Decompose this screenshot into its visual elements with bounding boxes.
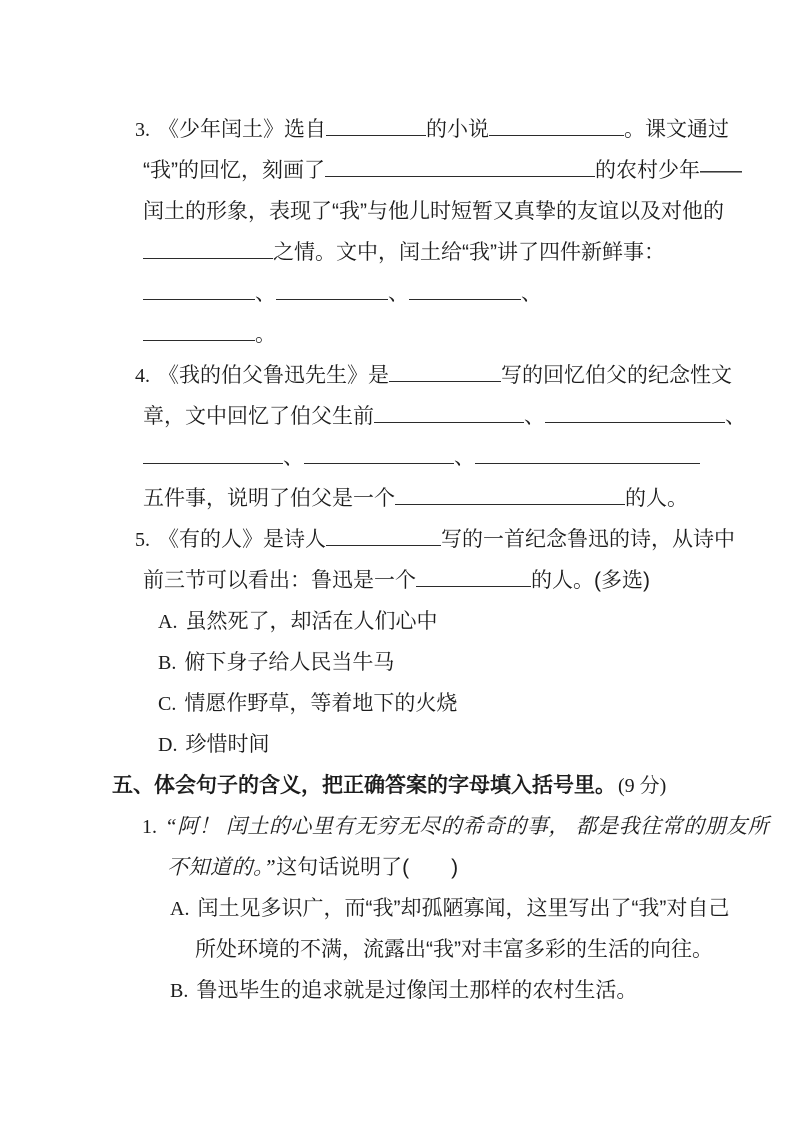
- text-run: 这句话说明了( ): [276, 856, 459, 879]
- text-run: 《有的人》是诗人: [158, 528, 326, 551]
- item-marker: C.: [158, 693, 177, 715]
- item-marker: D.: [158, 734, 178, 756]
- fill-in-blank: [409, 279, 521, 300]
- text-run: 五件事，说明了伯父是一个: [143, 487, 395, 510]
- text-run: 、: [255, 282, 276, 305]
- item-marker: B.: [170, 980, 189, 1002]
- text-run: 写的一首纪念鲁迅的诗，从诗中: [441, 528, 735, 551]
- fill-in-blank: [395, 484, 625, 505]
- text-run: 前三节可以看出：鲁迅是一个: [143, 569, 416, 592]
- question-3-line-4: [143, 232, 793, 273]
- fill-in-blank: [416, 566, 531, 587]
- text-run: 、: [521, 282, 542, 305]
- text-run: 的人。: [625, 487, 688, 510]
- item-marker: A.: [170, 898, 190, 920]
- question-3-line-1: [135, 109, 793, 150]
- worksheet-body: [0, 109, 793, 1011]
- section5-q1-option-a-line-2: [195, 929, 793, 970]
- text-run: 、: [524, 405, 545, 428]
- text-run: 的小说: [426, 118, 489, 141]
- text-run: 鲁迅毕生的追求就是过像闰土那样的农村生活。: [196, 979, 638, 1002]
- text-run: 《我的伯父鲁迅先生》是: [158, 364, 389, 387]
- text-run: 所处环境的不满，流露出“我”对丰富多彩的生活的向往。: [195, 938, 713, 961]
- question-3-line-6: [143, 314, 793, 355]
- fill-in-blank: [489, 115, 624, 136]
- question-5-option-b: [158, 642, 793, 683]
- text-run: 的人。(多选): [531, 569, 650, 592]
- fill-in-blank: [276, 279, 388, 300]
- item-marker: 1.: [142, 816, 157, 838]
- item-marker: A.: [158, 611, 178, 633]
- question-5-option-a: [158, 601, 793, 642]
- text-run: 。课文通过: [624, 118, 729, 141]
- fill-in-blank: [374, 402, 524, 423]
- text-run: “阿！ 闰土的心里有无穷无尽的希奇的事， 都是我往常的朋友所: [165, 814, 770, 838]
- text-run: 五、体会句子的含义，把正确答案的字母填入括号里。: [112, 774, 616, 797]
- item-marker: 5.: [135, 529, 150, 551]
- item-marker: B.: [158, 652, 177, 674]
- question-4-line-2: [143, 396, 793, 437]
- fill-in-blank: [326, 525, 441, 546]
- text-run: 珍惜时间: [185, 733, 270, 756]
- text-run: (9 分): [618, 775, 667, 797]
- question-3-line-3: [143, 191, 793, 232]
- question-4-line-4: [143, 478, 793, 519]
- fill-in-blank: [325, 156, 595, 177]
- text-run: 章，文中回忆了伯父生前: [143, 405, 374, 428]
- fill-in-blank: [389, 361, 501, 382]
- fill-in-blank: [143, 443, 283, 464]
- fill-in-blank: [143, 238, 273, 259]
- question-4-line-3: [143, 437, 793, 478]
- fill-in-blank: [475, 443, 700, 464]
- text-run: 虽然死了，却活在人们心中: [185, 610, 438, 633]
- question-4-line-1: [135, 355, 793, 396]
- text-run: 写的回忆伯父的纪念性文: [501, 364, 732, 387]
- text-run: 《少年闰土》选自: [158, 118, 326, 141]
- fill-in-blank: [326, 115, 426, 136]
- text-run: 之情。文中，闰土给“我”讲了四件新鲜事：: [273, 241, 665, 264]
- question-5-option-c: [158, 683, 793, 724]
- section5-q1-option-a-line-1: [170, 888, 793, 929]
- text-run: 闰土的形象，表现了“我”与他儿时短暂又真挚的友谊以及对他的: [143, 200, 724, 223]
- section-5-header: [112, 765, 793, 806]
- text-run: 、: [454, 446, 475, 469]
- fill-in-blank: [143, 279, 255, 300]
- fill-in-blank: [143, 320, 255, 341]
- question-3-line-2: [143, 150, 793, 191]
- fill-in-blank: [545, 402, 725, 423]
- text-run: 闰土见多识广，而“我”却孤陋寡闻，这里写出了“我”对自己: [197, 897, 730, 920]
- item-marker: 4.: [135, 365, 150, 387]
- text-run: 。: [255, 323, 276, 346]
- question-5-option-d: [158, 724, 793, 765]
- text-run: 情愿作野草，等着地下的火烧: [184, 692, 458, 715]
- section5-q1-line-2: [167, 847, 793, 888]
- text-run: 不知道的。”: [167, 855, 277, 879]
- fill-in-blank: [304, 443, 454, 464]
- question-5-line-1: [135, 519, 793, 560]
- text-run: 、: [388, 282, 409, 305]
- question-5-line-2: [143, 560, 793, 601]
- text-run: 的农村少年——: [595, 159, 742, 182]
- text-run: 俯下身子给人民当牛马: [184, 651, 395, 674]
- text-run: 、: [725, 405, 746, 428]
- section5-q1-line-1: [142, 806, 793, 847]
- question-3-line-5: [143, 273, 793, 314]
- text-run: “我”的回忆，刻画了: [143, 159, 325, 182]
- text-run: 、: [283, 446, 304, 469]
- section5-q1-option-b: [170, 970, 793, 1011]
- item-marker: 3.: [135, 119, 150, 141]
